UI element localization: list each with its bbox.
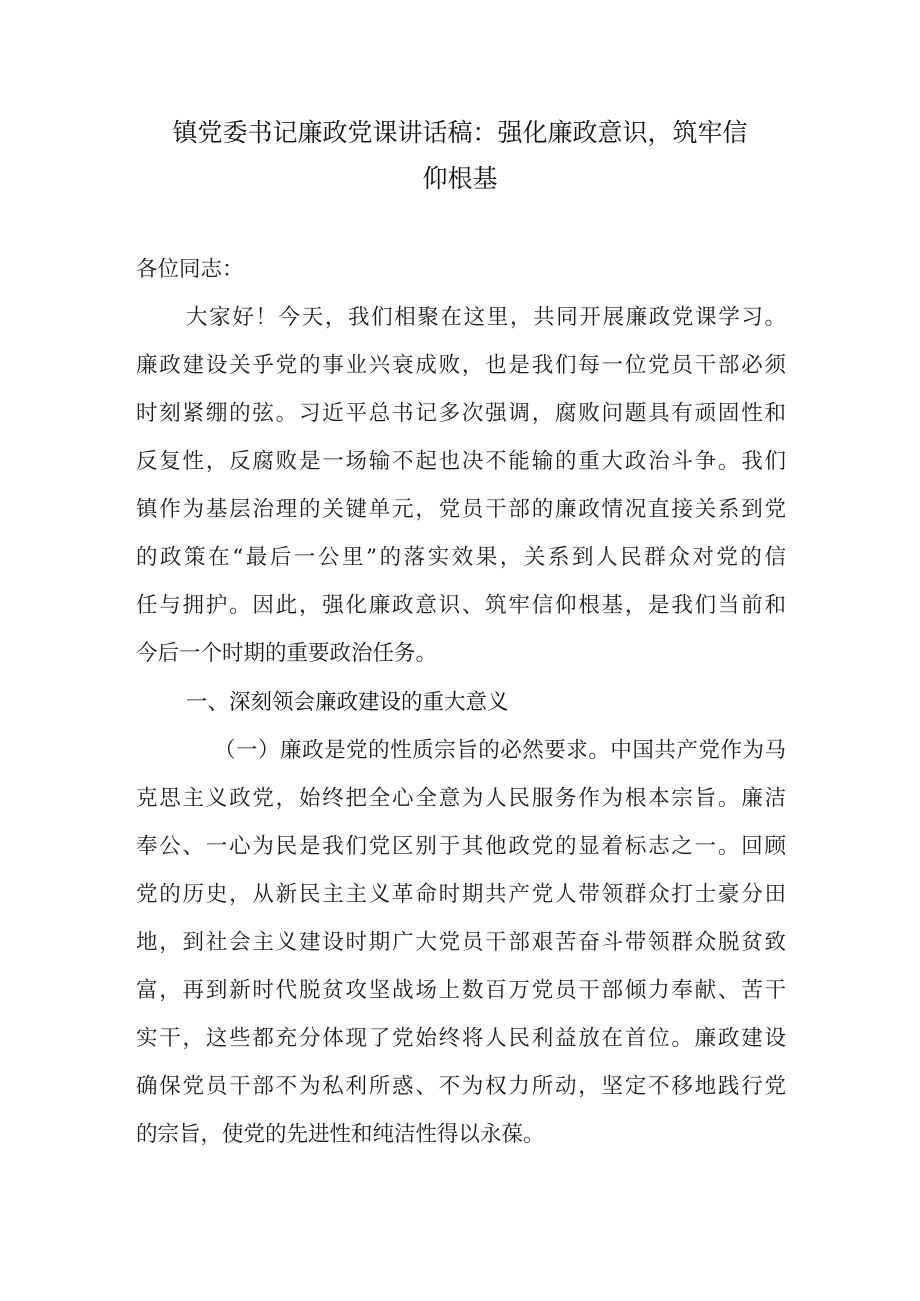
intro-line: 的政策在“最后一公里”的落实效果，关系到人民群众对党的信 — [136, 545, 786, 570]
intro-line: 任与拥护。因此，强化廉政意识、筑牢信仰根基，是我们当前和 — [136, 593, 786, 618]
subsection-line: 确保党员干部不为私利所惑、不为权力所动，坚定不移地践行党 — [136, 1074, 786, 1099]
section-heading: 一、深刻领会廉政建设的重大意义 — [186, 690, 509, 715]
subsection-line: 的宗旨，使党的先进性和纯洁性得以永葆。 — [136, 1122, 545, 1147]
subsection-line: （一）廉政是党的性质宗旨的必然要求。中国共产党作为马 — [214, 738, 786, 763]
intro-line: 今后一个时期的重要政治任务。 — [136, 641, 438, 666]
subsection-line: 地，到社会主义建设时期广大党员干部艰苦奋斗带领群众脱贫致 — [136, 930, 786, 955]
subsection-line: 党的历史，从新民主主义革命时期共产党人带领群众打士豪分田 — [136, 882, 786, 907]
subsection-line: 富，再到新时代脱贫攻坚战场上数百万党员干部倾力奉献、苦干 — [136, 978, 786, 1003]
salutation: 各位同志： — [136, 257, 244, 282]
intro-line: 大家好！今天，我们相聚在这里，共同开展廉政党课学习。 — [186, 305, 786, 330]
intro-line: 廉政建设关乎党的事业兴衰成败，也是我们每一位党员干部必须 — [136, 353, 786, 378]
subsection-line: 克思主义政党，始终把全心全意为人民服务作为根本宗旨。廉洁 — [136, 786, 786, 811]
document-title-line-2: 仰根基 — [422, 164, 498, 193]
intro-line: 反复性，反腐败是一场输不起也决不能输的重大政治斗争。我们 — [136, 449, 786, 474]
document-title-line-1: 镇党委书记廉政党课讲话稿：强化廉政意识，筑牢信 — [172, 118, 748, 147]
subsection-line: 奉公、一心为民是我们党区别于其他政党的显着标志之一。回顾 — [136, 834, 786, 859]
intro-line: 时刻紧绷的弦。习近平总书记多次强调，腐败问题具有顽固性和 — [136, 401, 786, 426]
intro-line: 镇作为基层治理的关键单元，党员干部的廉政情况直接关系到党 — [136, 497, 786, 522]
subsection-line: 实干，这些都充分体现了党始终将人民利益放在首位。廉政建设 — [136, 1026, 786, 1051]
